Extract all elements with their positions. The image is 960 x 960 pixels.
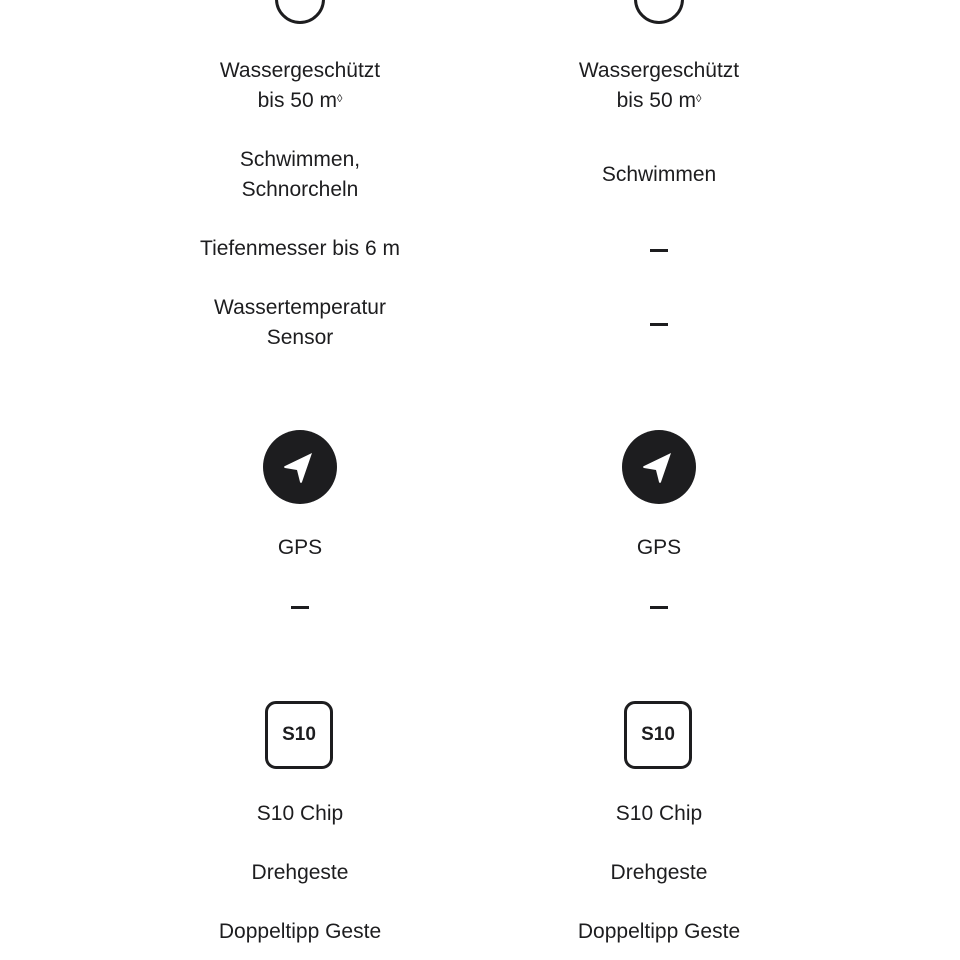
water-temp-none-dash xyxy=(650,323,668,326)
chip-icon: S10 xyxy=(265,701,333,769)
water-resistance-spec: Wassergeschützt bis 50 m◊ xyxy=(578,59,740,112)
depth-none-dash xyxy=(650,249,668,252)
chip-label: S10 Chip xyxy=(256,802,344,825)
location-arrow-icon xyxy=(263,430,337,504)
compare-column-left xyxy=(120,0,480,960)
gesture-rotate: Drehgeste xyxy=(251,861,349,884)
compare-column-right xyxy=(479,0,839,960)
gps-label: GPS xyxy=(277,536,323,559)
cellular-none-dash xyxy=(291,606,309,609)
water-resistance-spec: Wassergeschützt bis 50 m◊ xyxy=(219,59,381,112)
footnote-marker[interactable]: ◊ xyxy=(695,93,702,105)
chip-label: S10 Chip xyxy=(615,802,703,825)
water-resistance-icon xyxy=(275,0,325,24)
gesture-rotate: Drehgeste xyxy=(610,861,708,884)
cellular-none-dash xyxy=(650,606,668,609)
gesture-double-tap: Doppeltipp Geste xyxy=(218,920,382,943)
footnote-marker[interactable]: ◊ xyxy=(336,93,343,105)
swim-spec: Schwimmen xyxy=(601,163,717,186)
water-resistance-icon xyxy=(634,0,684,24)
depth-gauge-spec: Tiefenmesser bis 6 m xyxy=(200,237,400,260)
swim-spec: Schwimmen, Schnorcheln xyxy=(239,148,361,201)
water-temp-spec: Wassertemperatur Sensor xyxy=(214,296,386,349)
gps-label: GPS xyxy=(636,536,682,559)
chip-icon: S10 xyxy=(624,701,692,769)
location-arrow-icon xyxy=(622,430,696,504)
gesture-double-tap: Doppeltipp Geste xyxy=(577,920,741,943)
